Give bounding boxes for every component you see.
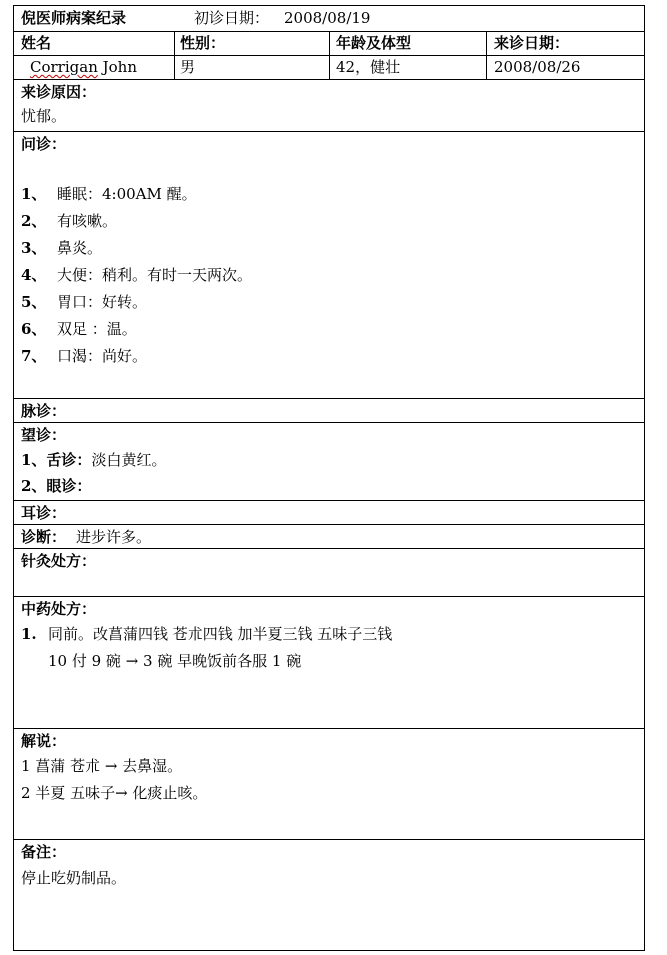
inquiry-item-number: 6、 <box>21 320 47 338</box>
divider <box>13 524 645 525</box>
patient-last-name: John <box>97 58 137 76</box>
herbal-item-number: 1. <box>21 625 37 643</box>
inquiry-item-text: 口渴：尚好。 <box>57 347 148 365</box>
explanation-line-1: 1 菖蒲 苍朮 → 去鼻湿。 <box>21 757 183 775</box>
divider <box>13 79 645 80</box>
inquiry-item-number: 1、 <box>21 185 47 203</box>
inquiry-item-number: 4、 <box>21 266 47 284</box>
patient-age-build: 42，健壮 <box>336 58 401 76</box>
age-build-header: 年龄及体型 <box>336 34 412 52</box>
divider <box>13 500 645 501</box>
first-visit-label: 初诊日期： <box>194 9 270 27</box>
patient-gender: 男 <box>180 58 196 76</box>
divider <box>13 422 645 423</box>
cell-divider <box>329 31 330 79</box>
herbal-line-2: 10 付 9 碗 → 3 碗 早晚饭前各服 1 碗 <box>48 652 302 670</box>
name-header: 姓名 <box>21 34 52 52</box>
inquiry-item-number: 7、 <box>21 347 47 365</box>
inquiry-item <box>21 346 147 366</box>
record-frame <box>13 5 645 951</box>
inquiry-item <box>21 292 147 312</box>
notes-text: 停止吃奶制品。 <box>21 869 127 887</box>
ear-label: 耳诊： <box>21 504 67 522</box>
inquiry-item-text: 大便：稍利。有时一天两次。 <box>57 266 253 284</box>
divider <box>13 839 645 840</box>
inquiry-label: 问诊： <box>21 135 67 153</box>
diagnosis-text: 进步许多。 <box>76 528 152 546</box>
divider <box>13 548 645 549</box>
inquiry-item-text: 双足 ：温。 <box>57 320 137 338</box>
inquiry-item <box>21 238 102 258</box>
patient-first-name: Corrigan <box>30 58 98 76</box>
inquiry-item-number: 5、 <box>21 293 47 311</box>
herbal-line-1: 同前。改菖蒲四钱 苍朮四钱 加半夏三钱 五味子三钱 <box>48 625 393 643</box>
cell-divider <box>174 31 175 79</box>
divider <box>13 596 645 597</box>
explanation-line-2: 2 半夏 五味子→ 化痰止咳。 <box>21 784 208 802</box>
diagnosis-label: 诊断： <box>21 528 67 546</box>
divider <box>13 728 645 729</box>
tongue-label: 1、舌诊： <box>21 451 92 469</box>
visit-date: 2008/08/26 <box>494 58 581 76</box>
inquiry-item-number: 2、 <box>21 212 47 230</box>
inquiry-item-text: 睡眠：4:00AM 醒。 <box>57 185 197 203</box>
gender-header: 性别： <box>180 34 226 52</box>
divider <box>13 398 645 399</box>
reason-label: 来诊原因： <box>21 83 97 101</box>
inquiry-item <box>21 319 137 339</box>
visit-date-header: 来诊日期： <box>494 34 570 52</box>
inquiry-item-text: 有咳嗽。 <box>57 212 118 230</box>
cell-divider <box>486 31 487 79</box>
acupuncture-label: 针灸处方： <box>21 552 97 570</box>
notes-label: 备注： <box>21 843 67 861</box>
inquiry-item <box>21 184 197 204</box>
eye-label: 2、眼诊： <box>21 477 92 495</box>
tongue-row <box>21 450 166 470</box>
inquiry-item <box>21 211 117 231</box>
inquiry-item-text: 鼻炎。 <box>57 239 103 257</box>
record-title: 倪医师病案纪录 <box>21 9 127 27</box>
inquiry-item-text: 胃口：好转。 <box>57 293 148 311</box>
observation-label: 望诊： <box>21 426 67 444</box>
explanation-label: 解说： <box>21 732 67 750</box>
inquiry-item-number: 3、 <box>21 239 47 257</box>
diagnosis-row <box>21 527 151 547</box>
herbal-label: 中药处方： <box>21 600 97 618</box>
inquiry-item <box>21 265 252 285</box>
pulse-label: 脉诊： <box>21 402 67 420</box>
first-visit-date: 2008/08/19 <box>284 9 371 27</box>
reason-text: 忧郁。 <box>21 107 67 125</box>
patient-name <box>30 57 137 77</box>
tongue-text: 淡白黄红。 <box>91 451 167 469</box>
divider <box>13 131 645 132</box>
